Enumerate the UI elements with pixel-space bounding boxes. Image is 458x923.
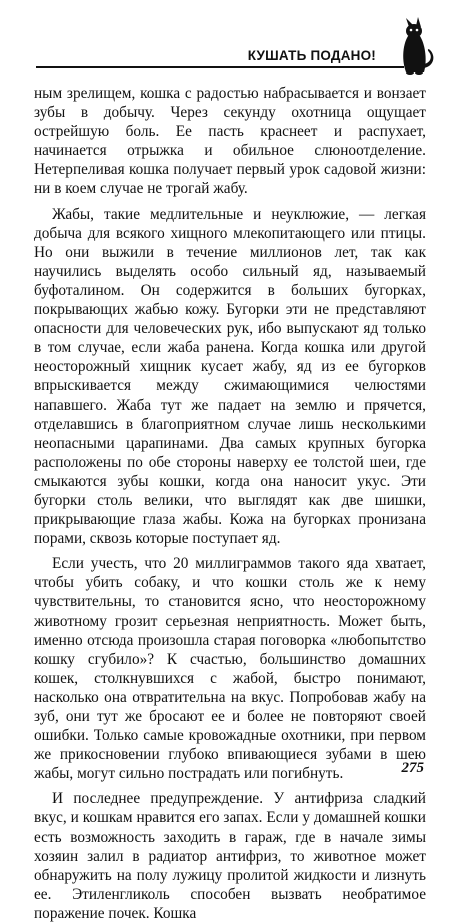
paragraph-1: ным зрелищем, кошка с радостью набрасывается и вонзает зубы в добычу. Через секунду охотница ощущает острейшую боль. Ее пасть краснеет и распухает, начинается отрыжка и обильное слюноотделение. Нетерпеливая кошка получает первый урок садовой жизни: ни в коем случае не трогай жабу. — [34, 85, 426, 198]
body-text — [34, 84, 426, 923]
header-rule — [36, 66, 404, 68]
running-header — [36, 12, 438, 78]
paragraph-2: Жабы, такие медлительные и неуклюжие, — легкая добыча для всякого хищного млекопитающего или птицы. Но они выжили в течение миллионов лет, так как научились выделять особо сильный яд, называемый буфоталином. Он содержится в больших бугорках, покрывающих жабью кожу. Бугорки эти не представляют опасности для человеческих рук, ибо выпускают яд только в том случае, если жаба ранена. Когда кошка или другой неосторожный хищник кусает жабу, яд из ее бугорков впрыскивается между сжимающимися челюстями напавшего. Жаба тут же падает на землю и прячется, отделавшись в благоприятном случае лишь несколькими неопасными царапинами. Два самых крупных бугорка расположены по обе стороны наверху ее толстой шеи, где смыкаются зубы кошки, когда она наносит укус. Эти бугорки столь велики, что выглядят как две шишки, прикрывающие глаза жабы. Кожа на бугорках пронизана порами, сквозь которые поступает яд. — [34, 205, 426, 548]
black-cat-icon — [394, 12, 438, 78]
paragraph-4: И последнее предупреждение. У антифриза сладкий вкус, и кошкам нравится его запах. Если у домашней кошки есть возможность заходить в гараж, где в начале зимы хозяин залил в радиатор антифриз, то животное может обнаружить на полу лужицу пролитой жидкости и лизнуть ее. Этиленгликоль способен вызвать необратимое поражение почек. Кошка — [34, 790, 426, 922]
page-number: 275 — [401, 760, 424, 776]
running-header-title: КУШАТЬ ПОДАНО! — [247, 48, 376, 63]
paragraph-3: Если учесть, что 20 миллиграммов такого яда хватает, чтобы убить собаку, и что кошки столь же к нему чувствительны, то становится ясно, что неосторожному животному грозит серьезная неприятность. Может быть, именно отсюда произошла старая поговорка «любопытство кошку сгубило»? К счастью, большинство домашних кошек, столкнувшихся с жабой, быстро понимают, насколько она отвратительна на вкус. Попробовав жабу на зуб, они тут же бросают ее и более не повторяют своей ошибки. Только самые кровожадные охотники, при первом же прикосновении глубоко впивающиеся зубами в шею жабы, могут сильно пострадать или погибнуть. — [34, 555, 426, 783]
